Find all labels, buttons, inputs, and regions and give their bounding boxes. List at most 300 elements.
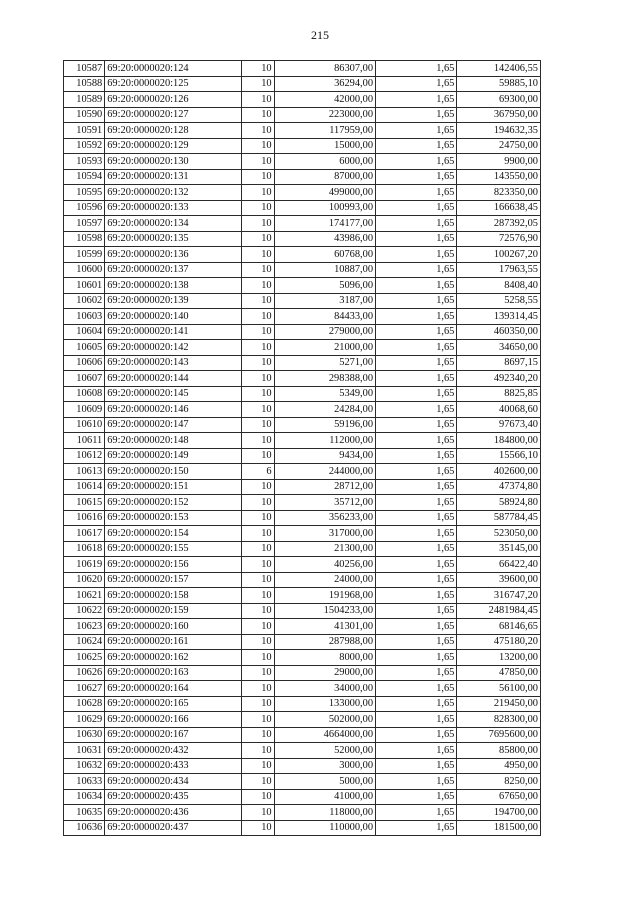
category-cell: 10 [242,340,274,356]
table-row [64,123,541,139]
table-row [64,200,541,216]
cadastral-number-cell: 69:20:0000020:433 [105,758,242,774]
total-cell: 492340,20 [457,371,541,387]
total-cell: 35145,00 [457,541,541,557]
table-row [64,789,541,805]
table-row [64,572,541,588]
coefficient-cell: 1,65 [376,76,457,92]
cadastral-number-cell: 69:20:0000020:156 [105,557,242,573]
category-cell: 10 [242,278,274,294]
category-cell: 10 [242,634,274,650]
row-number-cell: 10603 [64,309,105,325]
cadastral-number-cell: 69:20:0000020:158 [105,588,242,604]
row-number-cell: 10618 [64,541,105,557]
cadastral-number-cell: 69:20:0000020:161 [105,634,242,650]
table-row [64,231,541,247]
value-cell: 28712,00 [274,479,375,495]
category-cell: 10 [242,107,274,123]
table-row [64,61,541,77]
cadastral-number-cell: 69:20:0000020:167 [105,727,242,743]
table-row [64,557,541,573]
table-row [64,107,541,123]
cadastral-number-cell: 69:20:0000020:437 [105,820,242,836]
total-cell: 34650,00 [457,340,541,356]
category-cell: 10 [242,402,274,418]
coefficient-cell: 1,65 [376,557,457,573]
total-cell: 97673,40 [457,417,541,433]
cadastral-number-cell: 69:20:0000020:160 [105,619,242,635]
table-row [64,324,541,340]
value-cell: 1504233,00 [274,603,375,619]
total-cell: 219450,00 [457,696,541,712]
category-cell: 10 [242,417,274,433]
total-cell: 523050,00 [457,526,541,542]
category-cell: 6 [242,464,274,480]
row-number-cell: 10587 [64,61,105,77]
total-cell: 2481984,45 [457,603,541,619]
row-number-cell: 10633 [64,774,105,790]
row-number-cell: 10614 [64,479,105,495]
coefficient-cell: 1,65 [376,619,457,635]
row-number-cell: 10601 [64,278,105,294]
category-cell: 10 [242,603,274,619]
coefficient-cell: 1,65 [376,402,457,418]
table-row [64,293,541,309]
row-number-cell: 10613 [64,464,105,480]
coefficient-cell: 1,65 [376,665,457,681]
row-number-cell: 10630 [64,727,105,743]
category-cell: 10 [242,169,274,185]
value-cell: 499000,00 [274,185,375,201]
coefficient-cell: 1,65 [376,231,457,247]
cadastral-number-cell: 69:20:0000020:166 [105,712,242,728]
category-cell: 10 [242,557,274,573]
total-cell: 69300,00 [457,92,541,108]
table-row [64,696,541,712]
coefficient-cell: 1,65 [376,650,457,666]
row-number-cell: 10632 [64,758,105,774]
value-cell: 35712,00 [274,495,375,511]
cadastral-number-cell: 69:20:0000020:129 [105,138,242,154]
value-cell: 41301,00 [274,619,375,635]
coefficient-cell: 1,65 [376,634,457,650]
total-cell: 823350,00 [457,185,541,201]
row-number-cell: 10598 [64,231,105,247]
total-cell: 5258,55 [457,293,541,309]
total-cell: 8408,40 [457,278,541,294]
row-number-cell: 10604 [64,324,105,340]
category-cell: 10 [242,774,274,790]
row-number-cell: 10636 [64,820,105,836]
value-cell: 21000,00 [274,340,375,356]
cadastral-number-cell: 69:20:0000020:148 [105,433,242,449]
value-cell: 117959,00 [274,123,375,139]
cadastral-number-cell: 69:20:0000020:128 [105,123,242,139]
category-cell: 10 [242,371,274,387]
row-number-cell: 10596 [64,200,105,216]
table-row [64,402,541,418]
category-cell: 10 [242,216,274,232]
table-row [64,820,541,836]
row-number-cell: 10595 [64,185,105,201]
table-row [64,448,541,464]
table-row [64,634,541,650]
category-cell: 10 [242,495,274,511]
row-number-cell: 10610 [64,417,105,433]
category-cell: 10 [242,324,274,340]
cadastral-number-cell: 69:20:0000020:134 [105,216,242,232]
row-number-cell: 10592 [64,138,105,154]
value-cell: 52000,00 [274,743,375,759]
cadastral-number-cell: 69:20:0000020:150 [105,464,242,480]
coefficient-cell: 1,65 [376,681,457,697]
total-cell: 587784,45 [457,510,541,526]
value-cell: 87000,00 [274,169,375,185]
cadastral-number-cell: 69:20:0000020:138 [105,278,242,294]
row-number-cell: 10631 [64,743,105,759]
cadastral-number-cell: 69:20:0000020:163 [105,665,242,681]
value-cell: 3000,00 [274,758,375,774]
category-cell: 10 [242,138,274,154]
total-cell: 13200,00 [457,650,541,666]
value-cell: 118000,00 [274,805,375,821]
row-number-cell: 10621 [64,588,105,604]
row-number-cell: 10619 [64,557,105,573]
total-cell: 367950,00 [457,107,541,123]
value-cell: 59196,00 [274,417,375,433]
table-row [64,92,541,108]
cadastral-number-cell: 69:20:0000020:149 [105,448,242,464]
value-cell: 223000,00 [274,107,375,123]
total-cell: 66422,40 [457,557,541,573]
table-row [64,479,541,495]
value-cell: 24000,00 [274,572,375,588]
cadastral-number-cell: 69:20:0000020:432 [105,743,242,759]
category-cell: 10 [242,650,274,666]
total-cell: 316747,20 [457,588,541,604]
value-cell: 100993,00 [274,200,375,216]
coefficient-cell: 1,65 [376,727,457,743]
cadastral-number-cell: 69:20:0000020:162 [105,650,242,666]
cadastral-number-cell: 69:20:0000020:159 [105,603,242,619]
coefficient-cell: 1,65 [376,138,457,154]
cadastral-number-cell: 69:20:0000020:143 [105,355,242,371]
coefficient-cell: 1,65 [376,495,457,511]
coefficient-cell: 1,65 [376,743,457,759]
row-number-cell: 10593 [64,154,105,170]
category-cell: 10 [242,789,274,805]
value-cell: 84433,00 [274,309,375,325]
coefficient-cell: 1,65 [376,526,457,542]
table-row [64,262,541,278]
coefficient-cell: 1,65 [376,758,457,774]
row-number-cell: 10594 [64,169,105,185]
table-row [64,774,541,790]
total-cell: 56100,00 [457,681,541,697]
category-cell: 10 [242,200,274,216]
total-cell: 8697,15 [457,355,541,371]
coefficient-cell: 1,65 [376,433,457,449]
cadastral-number-cell: 69:20:0000020:151 [105,479,242,495]
total-cell: 475180,20 [457,634,541,650]
total-cell: 39600,00 [457,572,541,588]
row-number-cell: 10611 [64,433,105,449]
category-cell: 10 [242,541,274,557]
row-number-cell: 10590 [64,107,105,123]
row-number-cell: 10620 [64,572,105,588]
table-row [64,650,541,666]
total-cell: 85800,00 [457,743,541,759]
coefficient-cell: 1,65 [376,185,457,201]
total-cell: 4950,00 [457,758,541,774]
value-cell: 244000,00 [274,464,375,480]
value-cell: 5349,00 [274,386,375,402]
value-cell: 133000,00 [274,696,375,712]
coefficient-cell: 1,65 [376,464,457,480]
cadastral-number-cell: 69:20:0000020:153 [105,510,242,526]
value-cell: 317000,00 [274,526,375,542]
total-cell: 68146,65 [457,619,541,635]
table-row [64,76,541,92]
row-number-cell: 10597 [64,216,105,232]
row-number-cell: 10616 [64,510,105,526]
value-cell: 9434,00 [274,448,375,464]
category-cell: 10 [242,665,274,681]
category-cell: 10 [242,820,274,836]
table-row [64,758,541,774]
value-cell: 10887,00 [274,262,375,278]
row-number-cell: 10626 [64,665,105,681]
cadastral-number-cell: 69:20:0000020:436 [105,805,242,821]
coefficient-cell: 1,65 [376,603,457,619]
category-cell: 10 [242,727,274,743]
row-number-cell: 10635 [64,805,105,821]
total-cell: 8250,00 [457,774,541,790]
total-cell: 59885,10 [457,76,541,92]
total-cell: 8825,85 [457,386,541,402]
category-cell: 10 [242,758,274,774]
table-row [64,417,541,433]
category-cell: 10 [242,154,274,170]
row-number-cell: 10600 [64,262,105,278]
table-row [64,588,541,604]
category-cell: 10 [242,92,274,108]
coefficient-cell: 1,65 [376,61,457,77]
table-row [64,355,541,371]
table-row [64,278,541,294]
table-row [64,464,541,480]
row-number-cell: 10608 [64,386,105,402]
table-row [64,805,541,821]
cadastral-number-cell: 69:20:0000020:434 [105,774,242,790]
row-number-cell: 10617 [64,526,105,542]
cadastral-number-cell: 69:20:0000020:154 [105,526,242,542]
row-number-cell: 10599 [64,247,105,263]
coefficient-cell: 1,65 [376,216,457,232]
table-row [64,433,541,449]
category-cell: 10 [242,76,274,92]
table-row [64,526,541,542]
table-row [64,712,541,728]
value-cell: 6000,00 [274,154,375,170]
total-cell: 402600,00 [457,464,541,480]
category-cell: 10 [242,293,274,309]
value-cell: 40256,00 [274,557,375,573]
row-number-cell: 10623 [64,619,105,635]
coefficient-cell: 1,65 [376,417,457,433]
coefficient-cell: 1,65 [376,448,457,464]
total-cell: 181500,00 [457,820,541,836]
total-cell: 287392,05 [457,216,541,232]
cadastral-number-cell: 69:20:0000020:435 [105,789,242,805]
value-cell: 5096,00 [274,278,375,294]
total-cell: 139314,45 [457,309,541,325]
row-number-cell: 10605 [64,340,105,356]
row-number-cell: 10625 [64,650,105,666]
category-cell: 10 [242,433,274,449]
row-number-cell: 10607 [64,371,105,387]
category-cell: 10 [242,681,274,697]
value-cell: 110000,00 [274,820,375,836]
value-cell: 112000,00 [274,433,375,449]
table-row [64,727,541,743]
row-number-cell: 10589 [64,92,105,108]
coefficient-cell: 1,65 [376,92,457,108]
cadastral-number-cell: 69:20:0000020:133 [105,200,242,216]
coefficient-cell: 1,65 [376,355,457,371]
data-table [63,60,541,836]
table-row [64,743,541,759]
coefficient-cell: 1,65 [376,324,457,340]
value-cell: 191968,00 [274,588,375,604]
value-cell: 60768,00 [274,247,375,263]
table-row [64,185,541,201]
value-cell: 356233,00 [274,510,375,526]
row-number-cell: 10588 [64,76,105,92]
total-cell: 9900,00 [457,154,541,170]
row-number-cell: 10615 [64,495,105,511]
total-cell: 58924,80 [457,495,541,511]
cadastral-number-cell: 69:20:0000020:140 [105,309,242,325]
value-cell: 41000,00 [274,789,375,805]
category-cell: 10 [242,61,274,77]
cadastral-number-cell: 69:20:0000020:146 [105,402,242,418]
category-cell: 10 [242,231,274,247]
cadastral-number-cell: 69:20:0000020:144 [105,371,242,387]
cadastral-number-cell: 69:20:0000020:135 [105,231,242,247]
value-cell: 42000,00 [274,92,375,108]
total-cell: 166638,45 [457,200,541,216]
category-cell: 10 [242,510,274,526]
cadastral-number-cell: 69:20:0000020:155 [105,541,242,557]
table-row [64,340,541,356]
value-cell: 8000,00 [274,650,375,666]
coefficient-cell: 1,65 [376,200,457,216]
value-cell: 86307,00 [274,61,375,77]
category-cell: 10 [242,696,274,712]
value-cell: 298388,00 [274,371,375,387]
category-cell: 10 [242,309,274,325]
total-cell: 40068,60 [457,402,541,418]
coefficient-cell: 1,65 [376,572,457,588]
row-number-cell: 10628 [64,696,105,712]
cadastral-number-cell: 69:20:0000020:137 [105,262,242,278]
category-cell: 10 [242,712,274,728]
table-row [64,371,541,387]
row-number-cell: 10602 [64,293,105,309]
cadastral-number-cell: 69:20:0000020:147 [105,417,242,433]
category-cell: 10 [242,619,274,635]
cadastral-number-cell: 69:20:0000020:152 [105,495,242,511]
value-cell: 15000,00 [274,138,375,154]
value-cell: 174177,00 [274,216,375,232]
table-row [64,386,541,402]
cadastral-number-cell: 69:20:0000020:139 [105,293,242,309]
category-cell: 10 [242,588,274,604]
cadastral-number-cell: 69:20:0000020:136 [105,247,242,263]
value-cell: 24284,00 [274,402,375,418]
row-number-cell: 10612 [64,448,105,464]
value-cell: 29000,00 [274,665,375,681]
value-cell: 4664000,00 [274,727,375,743]
cadastral-number-cell: 69:20:0000020:132 [105,185,242,201]
cadastral-number-cell: 69:20:0000020:131 [105,169,242,185]
total-cell: 17963,55 [457,262,541,278]
coefficient-cell: 1,65 [376,247,457,263]
table-row [64,169,541,185]
row-number-cell: 10627 [64,681,105,697]
coefficient-cell: 1,65 [376,541,457,557]
coefficient-cell: 1,65 [376,169,457,185]
row-number-cell: 10606 [64,355,105,371]
cadastral-number-cell: 69:20:0000020:165 [105,696,242,712]
row-number-cell: 10609 [64,402,105,418]
coefficient-cell: 1,65 [376,371,457,387]
cadastral-number-cell: 69:20:0000020:164 [105,681,242,697]
total-cell: 72576,90 [457,231,541,247]
table-row [64,510,541,526]
row-number-cell: 10634 [64,789,105,805]
value-cell: 5000,00 [274,774,375,790]
value-cell: 287988,00 [274,634,375,650]
cadastral-number-cell: 69:20:0000020:141 [105,324,242,340]
coefficient-cell: 1,65 [376,588,457,604]
cadastral-number-cell: 69:20:0000020:124 [105,61,242,77]
cadastral-number-cell: 69:20:0000020:127 [105,107,242,123]
coefficient-cell: 1,65 [376,309,457,325]
category-cell: 10 [242,526,274,542]
total-cell: 24750,00 [457,138,541,154]
coefficient-cell: 1,65 [376,293,457,309]
category-cell: 10 [242,479,274,495]
table-row [64,665,541,681]
total-cell: 7695600,00 [457,727,541,743]
total-cell: 47850,00 [457,665,541,681]
coefficient-cell: 1,65 [376,278,457,294]
table-row [64,138,541,154]
table-row [64,681,541,697]
total-cell: 47374,80 [457,479,541,495]
total-cell: 15566,10 [457,448,541,464]
total-cell: 100267,20 [457,247,541,263]
category-cell: 10 [242,743,274,759]
cadastral-number-cell: 69:20:0000020:157 [105,572,242,588]
coefficient-cell: 1,65 [376,712,457,728]
category-cell: 10 [242,262,274,278]
total-cell: 828300,00 [457,712,541,728]
value-cell: 43986,00 [274,231,375,247]
cadastral-number-cell: 69:20:0000020:125 [105,76,242,92]
